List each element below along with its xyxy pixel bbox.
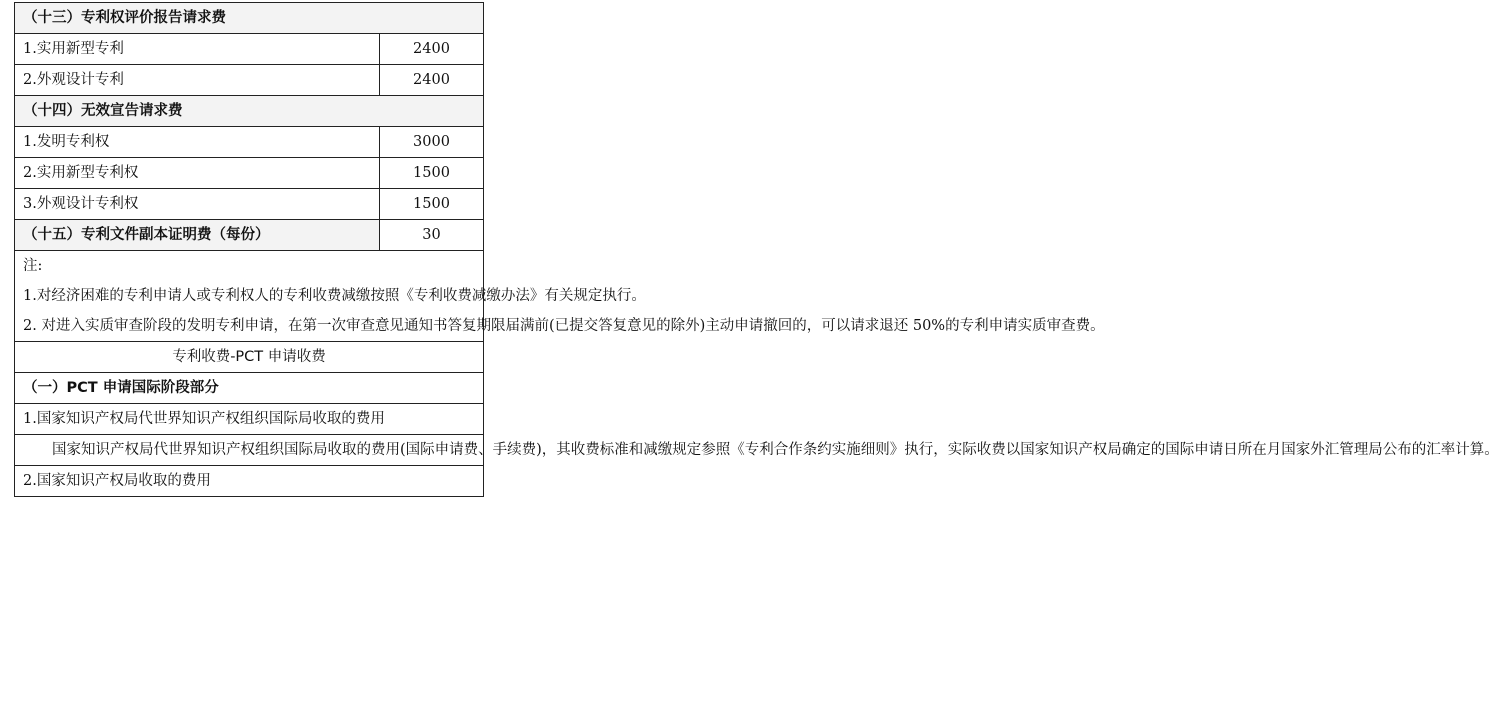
section13-title: （十三）专利权评价报告请求费 (15, 3, 484, 34)
section13-header-row (15, 3, 484, 34)
table-row (15, 158, 484, 189)
table-row (15, 404, 484, 435)
fee-item-label: 2.外观设计专利 (15, 65, 380, 96)
section15-row (15, 220, 484, 251)
fee-amount: 30 (380, 220, 484, 251)
pct-title-row (15, 342, 484, 373)
fee-item-label: 2.实用新型专利权 (15, 158, 380, 189)
fee-amount: 3000 (380, 127, 484, 158)
pct-item1-body: 国家知识产权局代世界知识产权组织国际局收取的费用(国际申请费、手续费)，其收费标准和减缴规定参照《专利合作条约实施细则》执行，实际收费以国家知识产权局确定的国际申请日所在月国家外汇管理局公布的汇率计算。 (52, 442, 1499, 458)
notes-cell (15, 251, 1105, 342)
section14-title: （十四）无效宣告请求费 (15, 96, 484, 127)
pct-section-title: 专利收费-PCT 申请收费 (15, 342, 484, 373)
fee-amount: 2400 (380, 65, 484, 96)
patent-fee-table (14, 2, 1499, 497)
notes-row (15, 251, 484, 342)
note-item-2: 2. 对进入实质审查阶段的发明专利申请，在第一次审查意见通知书答复期限届满前(已提交答复意见的除外)主动申请撤回的，可以请求退还 50%的专利申请实质审查费。 (23, 318, 1105, 334)
pct-part1-title: （一）PCT 申请国际阶段部分 (15, 373, 484, 404)
table-row (15, 127, 484, 158)
note-item-1: 1.对经济困难的专利申请人或专利权人的专利收费减缴按照《专利收费减缴办法》有关规定执行。 (23, 288, 646, 304)
pct-item2-label: 2.国家知识产权局收取的费用 (15, 466, 484, 497)
section14-header-row (15, 96, 484, 127)
table-row (15, 34, 484, 65)
fee-amount: 1500 (380, 158, 484, 189)
section15-title: （十五）专利文件副本证明费（每份） (15, 220, 380, 251)
notes-label: 注: (23, 258, 43, 274)
fee-amount: 1500 (380, 189, 484, 220)
fee-item-label: 1.发明专利权 (15, 127, 380, 158)
fee-item-label: 3.外观设计专利权 (15, 189, 380, 220)
pct-part1-row (15, 373, 484, 404)
table-row (15, 466, 484, 497)
pct-item1-body-row (15, 435, 484, 466)
fee-item-label: 1.实用新型专利 (15, 34, 380, 65)
table-row (15, 189, 484, 220)
pct-item1-label: 1.国家知识产权局代世界知识产权组织国际局收取的费用 (15, 404, 484, 435)
fee-amount: 2400 (380, 34, 484, 65)
table-row (15, 65, 484, 96)
pct-item1-body-cell (15, 435, 1499, 466)
